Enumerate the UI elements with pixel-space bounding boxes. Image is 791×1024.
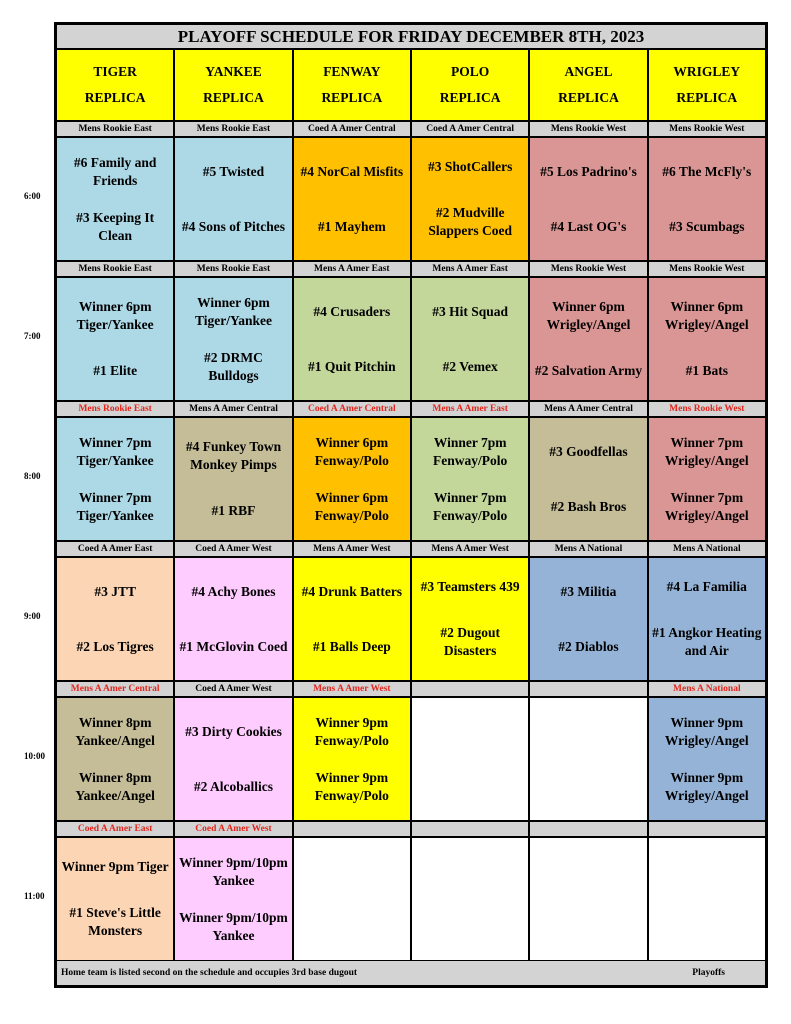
away-team: Winner 9pm Wrigley/Angel — [664, 714, 749, 748]
division-label: Coed A Amer East — [56, 541, 174, 557]
game-cell — [174, 277, 292, 401]
game-cell — [56, 697, 174, 821]
footer-label: Playoffs — [692, 968, 725, 978]
away-team: #5 Twisted — [202, 163, 265, 179]
away-team: #4 NorCal Misfits — [300, 163, 404, 179]
division-label — [529, 681, 647, 697]
away-team: Winner 9pm/10pm Yankee — [179, 854, 288, 888]
away-team: #3 Teamsters 439 — [420, 579, 520, 594]
home-team: #4 Sons of Pitches — [181, 218, 286, 234]
division-label: Mens A Amer Central — [174, 401, 292, 417]
division-label: Mens Rookie West — [529, 121, 647, 137]
park-sub: REPLICA — [439, 90, 501, 105]
game-cell — [174, 417, 292, 541]
home-team: Winner 6pm Fenway/Polo — [314, 489, 389, 523]
game-cell — [293, 837, 411, 961]
away-team: Winner 6pm Wrigley/Angel — [664, 299, 749, 332]
park-sub: REPLICA — [558, 90, 619, 105]
away-team: #3 Goodfellas — [549, 443, 628, 459]
away-team: #3 ShotCallers — [427, 159, 513, 174]
home-team: Winner 9pm Wrigley/Angel — [664, 769, 749, 803]
park-name: POLO — [451, 64, 490, 79]
division-label: Coed A Amer West — [174, 821, 292, 837]
home-team: #1 Angkor Heating and Air — [652, 625, 762, 658]
time-column — [0, 0, 54, 1024]
time-label-900: 9:00 — [24, 611, 41, 621]
home-team: #1 Bats — [685, 363, 728, 378]
division-label: Mens Rookie West — [648, 121, 766, 137]
game-cell — [56, 277, 174, 401]
game-cell — [529, 137, 647, 261]
away-team: #4 La Familia — [666, 579, 747, 594]
game-cell — [648, 417, 766, 541]
schedule-footer — [56, 960, 766, 986]
away-team: #6 The McFly's — [662, 163, 752, 179]
game-cell — [411, 837, 529, 961]
division-label: Coed A Amer Central — [411, 121, 529, 137]
home-team: #2 Vemex — [442, 358, 498, 374]
division-label: Mens A National — [648, 541, 766, 557]
away-team: Winner 6pm Wrigley/Angel — [546, 299, 631, 332]
away-team: Winner 9pm Fenway/Polo — [314, 714, 389, 748]
park-sub: REPLICA — [676, 90, 738, 105]
division-label: Mens A National — [529, 541, 647, 557]
park-sub: REPLICA — [84, 90, 146, 105]
division-label: Mens A Amer West — [293, 681, 411, 697]
division-label — [529, 821, 647, 837]
division-label: Mens Rookie East — [174, 261, 292, 277]
away-team: #4 Drunk Batters — [301, 583, 403, 599]
division-label: Mens A National — [648, 681, 766, 697]
home-team: Winner 8pm Yankee/Angel — [75, 769, 155, 803]
park-header-wrigley — [648, 49, 766, 121]
park-name: FENWAY — [323, 64, 381, 79]
game-cell — [293, 277, 411, 401]
game-cell — [411, 557, 529, 681]
home-team: #2 Mudville Slappers Coed — [428, 205, 512, 238]
division-label: Coed A Amer Central — [293, 401, 411, 417]
home-team: Winner 7pm Tiger/Yankee — [76, 489, 154, 523]
division-label: Coed A Amer East — [56, 821, 174, 837]
division-label: Mens Rookie West — [648, 261, 766, 277]
park-name: TIGER — [93, 64, 137, 79]
game-cell — [174, 697, 292, 821]
division-label — [411, 681, 529, 697]
game-cell — [648, 557, 766, 681]
away-team: Winner 6pm Fenway/Polo — [314, 434, 389, 468]
game-cell — [529, 277, 647, 401]
game-cell — [648, 837, 766, 961]
game-cell — [411, 137, 529, 261]
home-team: #1 Elite — [93, 363, 138, 378]
away-team: Winner 7pm Tiger/Yankee — [76, 434, 154, 468]
park-name: YANKEE — [205, 64, 262, 79]
schedule-sheet — [54, 22, 768, 988]
home-team: #1 McGlovin Coed — [179, 638, 288, 654]
game-cell — [529, 697, 647, 821]
division-label — [293, 821, 411, 837]
game-cell — [293, 137, 411, 261]
away-team: Winner 6pm Tiger/Yankee — [194, 294, 272, 328]
park-header-yankee — [174, 49, 292, 121]
division-label: Coed A Amer Central — [293, 121, 411, 137]
division-label: Coed A Amer West — [174, 681, 292, 697]
park-name: ANGEL — [564, 64, 613, 79]
division-label: Mens Rookie East — [56, 261, 174, 277]
park-header-angel — [529, 49, 647, 121]
home-team: #3 Keeping It Clean — [76, 209, 155, 243]
home-team: #1 Mayhem — [317, 218, 386, 234]
park-sub: REPLICA — [321, 90, 383, 105]
park-sub: REPLICA — [203, 90, 264, 105]
away-team: #5 Los Padrino's — [540, 163, 637, 179]
game-cell — [293, 697, 411, 821]
time-label-700: 7:00 — [24, 331, 41, 341]
game-cell — [411, 417, 529, 541]
game-cell — [648, 697, 766, 821]
away-team: Winner 7pm Fenway/Polo — [433, 434, 508, 468]
footer-note: Home team is listed second on the schedule and occupies 3rd base dugout — [61, 968, 358, 978]
home-team: #3 Scumbags — [669, 218, 745, 234]
division-label: Mens A Amer East — [411, 401, 529, 417]
game-cell — [293, 417, 411, 541]
home-team: #2 Los Tigres — [76, 638, 154, 654]
time-label-1000: 10:00 — [24, 751, 45, 761]
home-team: #2 Diablos — [558, 638, 619, 654]
home-team: Winner 7pm Wrigley/Angel — [664, 489, 749, 523]
game-cell — [56, 837, 174, 961]
park-header-tiger — [56, 49, 174, 121]
home-team: #2 Alcoballics — [193, 778, 274, 794]
away-team: Winner 6pm Tiger/Yankee — [76, 299, 154, 332]
game-cell — [411, 277, 529, 401]
away-team: #6 Family and Friends — [73, 154, 157, 188]
home-team: #1 Balls Deep — [312, 638, 391, 654]
division-label: Mens A Amer East — [411, 261, 529, 277]
home-team: #2 DRMC Bulldogs — [204, 349, 263, 383]
home-team: Winner 9pm Fenway/Polo — [314, 769, 389, 803]
away-team: #3 JTT — [94, 583, 136, 599]
division-label: Mens Rookie West — [648, 401, 766, 417]
game-cell — [529, 557, 647, 681]
division-label: Mens Rookie East — [174, 121, 292, 137]
home-team: Winner 7pm Fenway/Polo — [433, 489, 508, 523]
home-team: Winner 9pm/10pm Yankee — [179, 909, 288, 943]
away-team: Winner 8pm Yankee/Angel — [75, 714, 155, 748]
division-label: Mens A Amer Central — [529, 401, 647, 417]
division-label: Mens A Amer Central — [56, 681, 174, 697]
away-team: Winner 7pm Wrigley/Angel — [664, 434, 749, 468]
time-label-1100: 11:00 — [24, 891, 45, 901]
away-team: #3 Militia — [560, 583, 617, 599]
division-label: Mens Rookie West — [529, 261, 647, 277]
division-label — [648, 821, 766, 837]
away-team: Winner 9pm Tiger — [61, 859, 169, 874]
division-label: Mens A Amer East — [293, 261, 411, 277]
home-team: #2 Salvation Army — [534, 363, 643, 378]
game-cell — [174, 557, 292, 681]
division-label: Mens Rookie East — [56, 401, 174, 417]
home-team: #1 Steve's Little Monsters — [69, 905, 161, 938]
away-team: #4 Crusaders — [313, 303, 391, 319]
game-cell — [174, 137, 292, 261]
division-label: Mens Rookie East — [56, 121, 174, 137]
game-cell — [648, 277, 766, 401]
division-label: Coed A Amer West — [174, 541, 292, 557]
game-cell — [56, 557, 174, 681]
game-cell — [293, 557, 411, 681]
park-header-fenway — [293, 49, 411, 121]
home-team: #1 RBF — [211, 503, 256, 518]
game-cell — [529, 837, 647, 961]
division-label: Mens A Amer West — [411, 541, 529, 557]
park-header-polo — [411, 49, 529, 121]
time-label-600: 6:00 — [24, 191, 41, 201]
game-cell — [411, 697, 529, 821]
game-cell — [56, 137, 174, 261]
away-team: #3 Hit Squad — [432, 303, 509, 319]
away-team: #4 Funkey Town Monkey Pimps — [185, 439, 282, 472]
away-team: #4 Achy Bones — [191, 583, 276, 599]
game-cell — [529, 417, 647, 541]
page-title: PLAYOFF SCHEDULE FOR FRIDAY DECEMBER 8TH, 2023 — [56, 24, 766, 49]
away-team: #3 Dirty Cookies — [185, 723, 282, 739]
game-cell — [648, 137, 766, 261]
home-team: #2 Bash Bros — [550, 498, 627, 514]
game-cell — [56, 417, 174, 541]
game-cell — [174, 837, 292, 961]
division-label: Mens A Amer West — [293, 541, 411, 557]
home-team: #2 Dugout Disasters — [440, 625, 500, 658]
park-name: WRIGLEY — [673, 64, 741, 79]
home-team: #1 Quit Pitchin — [307, 358, 396, 374]
home-team: #4 Last OG's — [550, 218, 627, 234]
time-label-800: 8:00 — [24, 471, 41, 481]
division-label — [411, 821, 529, 837]
